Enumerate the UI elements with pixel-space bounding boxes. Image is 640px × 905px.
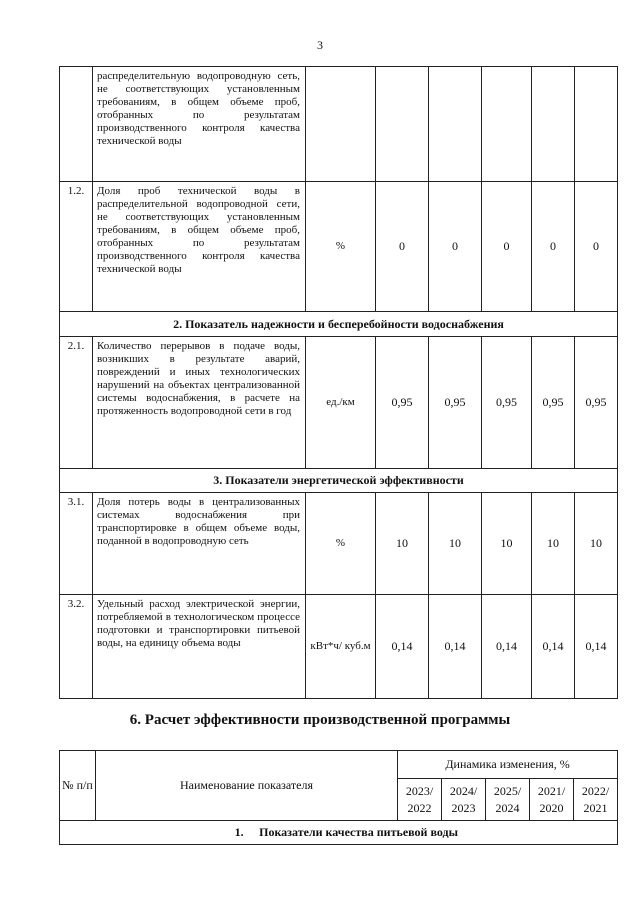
- value-cell: 0,14: [575, 595, 618, 699]
- value-cell: 0,95: [532, 337, 575, 469]
- section-row: [60, 312, 618, 337]
- unit-cell: %: [306, 182, 376, 312]
- row-number-cell: [60, 67, 93, 182]
- value-cell: 0: [532, 182, 575, 312]
- column-header-number: № п/п: [60, 751, 96, 821]
- unit-cell: кВт*ч/ куб.м: [306, 595, 376, 699]
- year-header: 2022/ 2021: [574, 779, 618, 821]
- section-heading: [60, 821, 618, 845]
- table-row: [60, 182, 618, 312]
- unit-cell: %: [306, 493, 376, 595]
- row-number: 3.1.: [60, 493, 93, 595]
- value-cell: 0: [376, 182, 429, 312]
- value-cell: 0,14: [429, 595, 482, 699]
- year-header: 2025/ 2024: [486, 779, 530, 821]
- value-cell: 0,95: [429, 337, 482, 469]
- value-cell: 0,95: [575, 337, 618, 469]
- value-cell: 0,14: [532, 595, 575, 699]
- indicators-table: [59, 66, 618, 699]
- value-cell: 0,95: [376, 337, 429, 469]
- value-cell: 10: [376, 493, 429, 595]
- efficiency-table: [59, 750, 618, 845]
- value-cell: 10: [429, 493, 482, 595]
- year-header: 2023/ 2022: [398, 779, 442, 821]
- indicator-description: Доля проб технической воды в распределительной водопроводной сети, не соответствующих установленным требованиям, в общем объеме проб, отобранных по результатам производственного контроля качества технической воды: [93, 182, 306, 312]
- section-number: 1.: [234, 825, 244, 839]
- indicator-description: Доля потерь воды в централизованных системах водоснабжения при транспортировке в общем объеме воды, поданной в водопроводную сеть: [93, 493, 306, 595]
- value-cell: 0,95: [482, 337, 532, 469]
- row-number: 1.2.: [60, 182, 93, 312]
- section-row: [60, 821, 618, 845]
- column-header-name: Наименование показателя: [96, 751, 398, 821]
- value-cell: 10: [575, 493, 618, 595]
- table-row: [60, 337, 618, 469]
- table-row: [60, 493, 618, 595]
- unit-cell: ед./км: [306, 337, 376, 469]
- row-number: 3.2.: [60, 595, 93, 699]
- year-header: 2024/ 2023: [442, 779, 486, 821]
- row-number: 2.1.: [60, 337, 93, 469]
- section-heading-text: Показатели качества питьевой воды: [259, 825, 458, 839]
- value-cell: 10: [532, 493, 575, 595]
- value-cell: 0,14: [482, 595, 532, 699]
- indicator-description: Количество перерывов в подаче воды, возникших в результате аварий, повреждений и иных технологических нарушений на объектах централизованной системы водоснабжения, в расчете на протяженность водопроводной сети в год: [93, 337, 306, 469]
- table-row: [60, 67, 618, 182]
- indicator-description: Удельный расход электрической энергии, потребляемой в технологическом процессе подготовки и транспортировки питьевой воды, на единицу объема воды: [93, 595, 306, 699]
- section-heading: 3. Показатели энергетической эффективности: [60, 469, 618, 493]
- page-number: 3: [317, 38, 323, 52]
- value-cell: 0: [429, 182, 482, 312]
- value-cell: 0: [575, 182, 618, 312]
- section-row: [60, 469, 618, 493]
- column-header-dynamics: Динамика изменения, %: [398, 751, 618, 779]
- value-cell: 0: [482, 182, 532, 312]
- value-cell: 0,14: [376, 595, 429, 699]
- table-row: [60, 595, 618, 699]
- indicator-description: распределительную водопроводную сеть, не соответствующих установленным требованиям, в общем объеме проб, отобранных по результатам производственного контроля качества технической воды: [93, 67, 306, 182]
- section-title: 6. Расчет эффективности производственной программы: [129, 712, 511, 728]
- section-heading: 2. Показатель надежности и бесперебойности водоснабжения: [60, 312, 618, 337]
- year-header: 2021/ 2020: [530, 779, 574, 821]
- value-cell: 10: [482, 493, 532, 595]
